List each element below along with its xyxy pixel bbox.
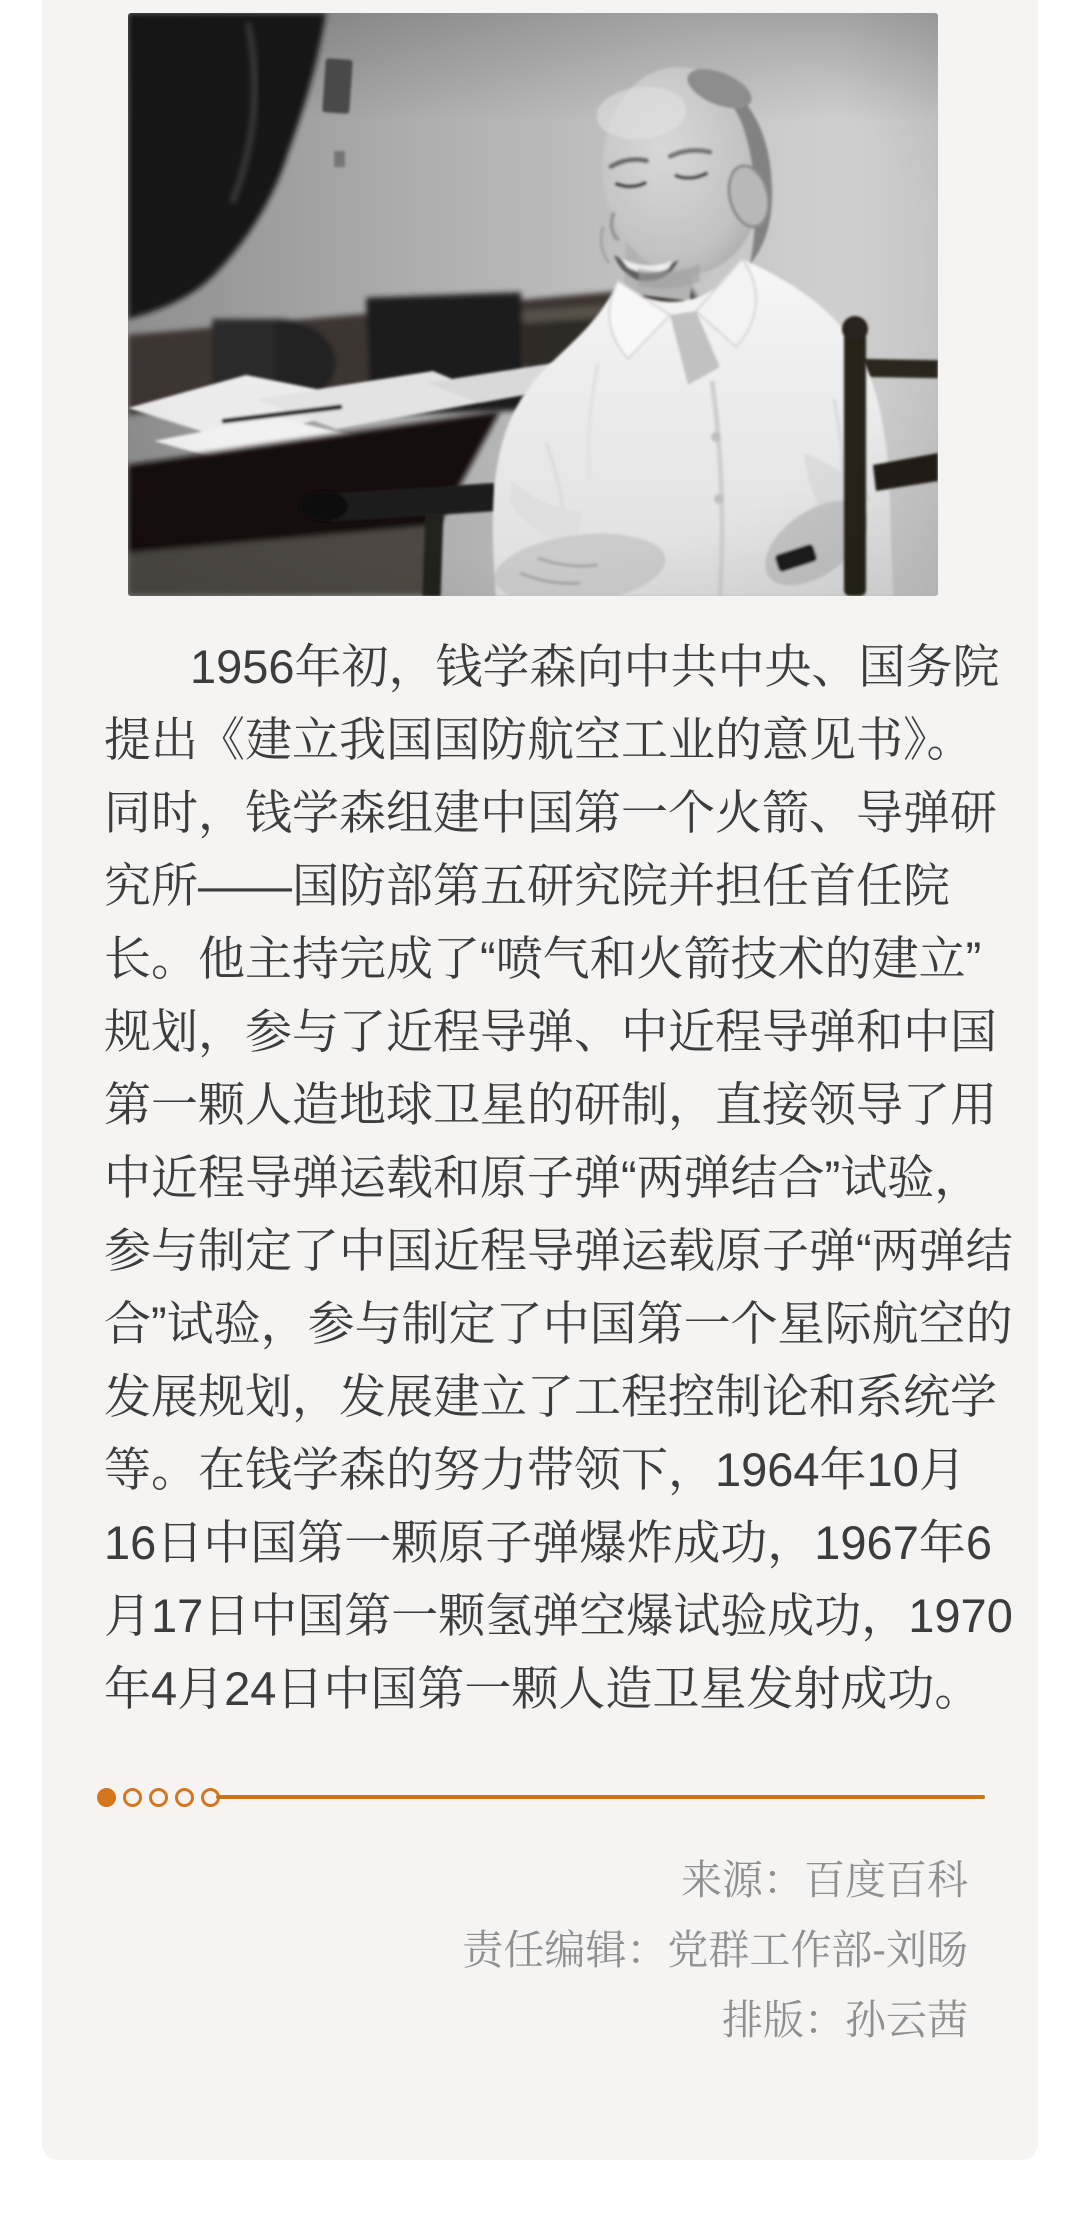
article-credits <box>462 1845 968 2055</box>
article-line: 等。在钱学森的努力带领下，1964年10月 <box>104 1443 966 1496</box>
article-line: 参与制定了中国近程导弹运载原子弹“两弹结 <box>104 1224 1013 1277</box>
article-line: 16日中国第一颗原子弹爆炸成功，1967年6 <box>104 1516 992 1569</box>
article-line: 同时，钱学森组建中国第一个火箭、导弹研 <box>104 786 997 839</box>
article-body <box>104 630 1013 1725</box>
credit-source: 来源：百度百科 <box>681 1857 968 1903</box>
pager-dot <box>97 1788 116 1807</box>
qian-xuesen-photo-illustration <box>128 13 938 596</box>
article-line: 发展规划，发展建立了工程控制论和系统学 <box>104 1370 997 1423</box>
article-line: 合”试验，参与制定了中国第一个星际航空的 <box>104 1297 1013 1350</box>
credit-layout: 排版：孙云茜 <box>722 1997 968 2043</box>
pager-dot <box>175 1788 194 1807</box>
article-line: 中近程导弹运载和原子弹“两弹结合”试验， <box>104 1151 982 1204</box>
article-line: 1956年初，钱学森向中共中央、国务院 <box>190 640 1000 693</box>
pager-divider-line <box>216 1795 985 1799</box>
pager-dots <box>97 1788 220 1807</box>
article-line: 规划，参与了近程导弹、中近程导弹和中国 <box>104 1005 997 1058</box>
credit-editor: 责任编辑：党群工作部-刘旸 <box>462 1927 968 1973</box>
pager-dot <box>123 1788 142 1807</box>
article-line: 年4月24日中国第一颗人造卫星发射成功。 <box>104 1662 982 1715</box>
article-line: 第一颗人造地球卫星的研制，直接领导了用 <box>104 1078 997 1131</box>
article-line: 提出《建立我国国防航空工业的意见书》。 <box>104 713 974 766</box>
article-line: 究所——国防部第五研究院并担任首任院 <box>104 859 950 912</box>
article-line: 月17日中国第一颗氢弹空爆试验成功，1970 <box>104 1589 1013 1642</box>
article-line: 长。他主持完成了“喷气和火箭技术的建立” <box>104 932 982 985</box>
pager-dot <box>149 1788 168 1807</box>
qian-xuesen-photo <box>128 13 938 596</box>
